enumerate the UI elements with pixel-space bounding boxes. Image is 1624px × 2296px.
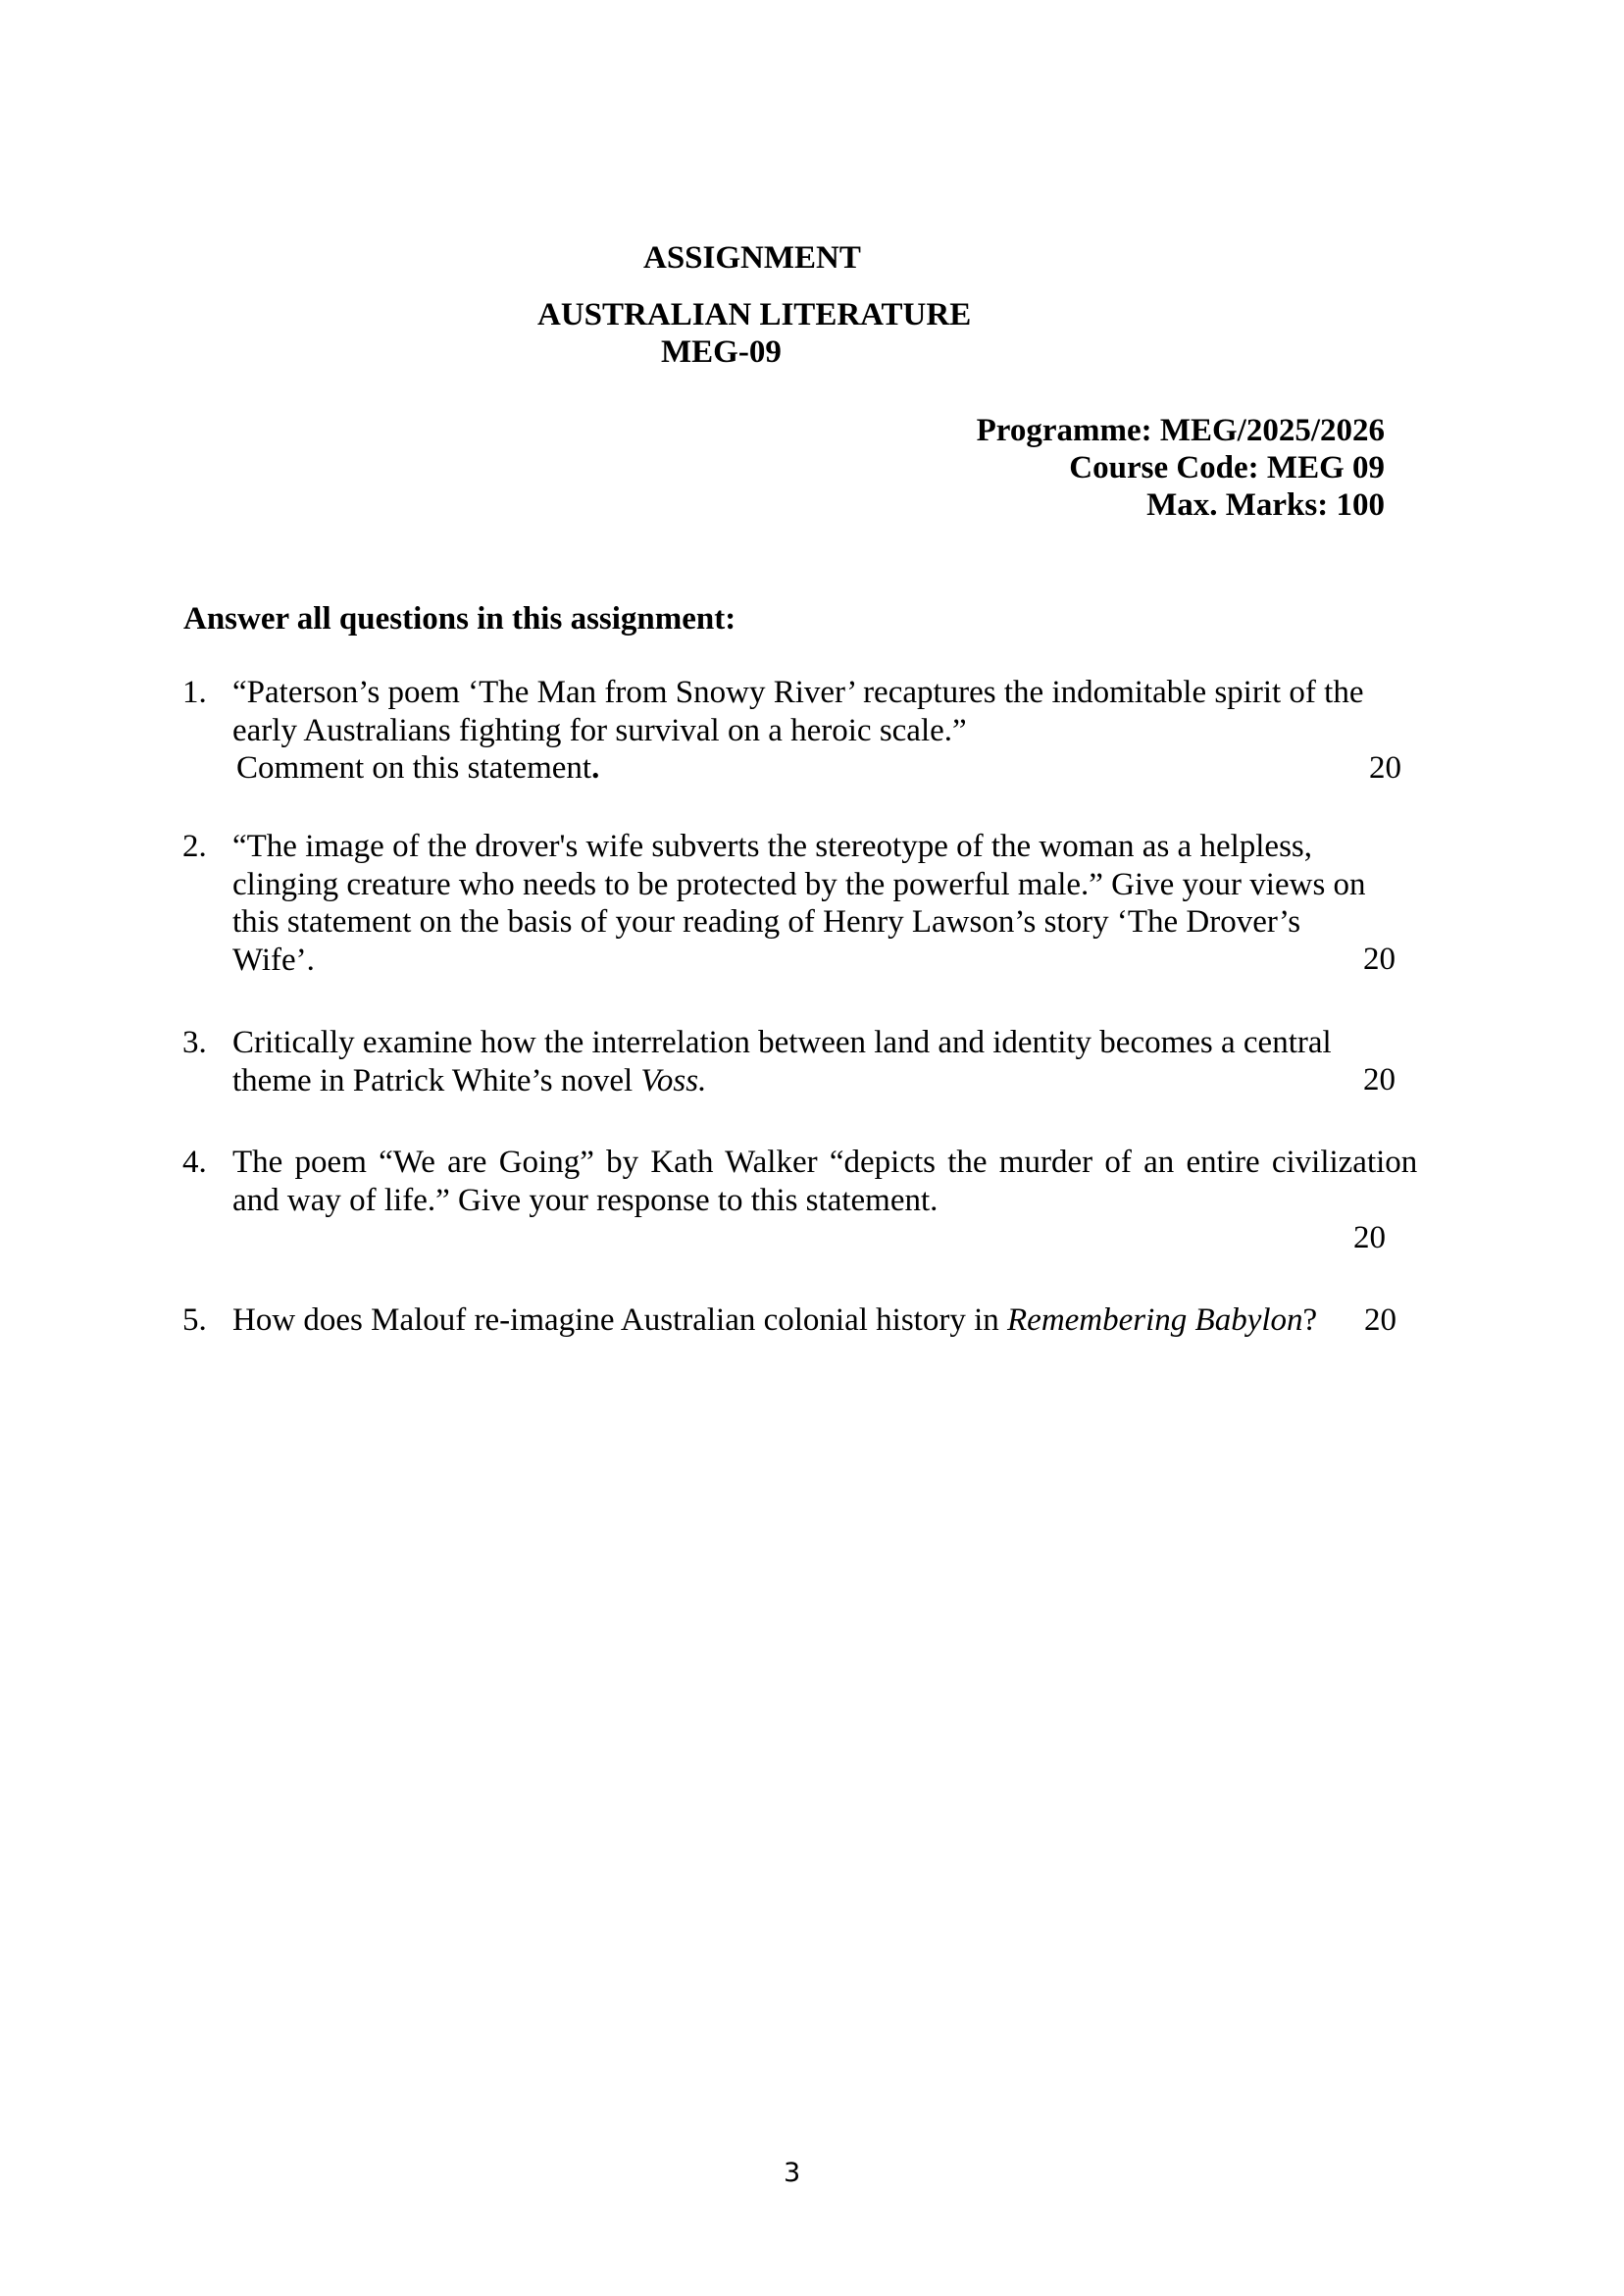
question-line: Critically examine how the interrelation between land and identity becomes a central [232,1025,1332,1060]
question-line [232,749,1439,788]
question-number: 2. [182,829,207,864]
question-line: early Australians fighting for survival on a heroic scale.” [232,712,967,748]
question-line: Wife’. [232,942,315,978]
question-number: 4. [182,1145,207,1180]
programme-line: Programme: MEG/2025/2026 [976,413,1385,448]
question-text [232,828,1439,979]
question-end-punct: . [591,750,600,786]
question-line-text: ? [1302,1302,1318,1338]
question-line: this statement on the basis of your reading of Henry Lawson’s story ‘The Drover’s [232,904,1301,940]
question-3 [182,1024,1438,1102]
question-marks: 20 [1369,750,1401,786]
question-number: 5. [182,1302,207,1338]
question-line: “The image of the drover's wife subverts the stereotype of the woman as a helpless, [232,829,1313,864]
question-text [232,1301,1439,1340]
page-number: 3 [784,2158,801,2188]
question-line [232,1062,1439,1100]
question-number: 1. [182,675,207,710]
novel-title: Voss. [640,1062,707,1098]
course-code-line: Course Code: MEG 09 [1069,450,1385,485]
question-text [232,674,1439,788]
max-marks-line: Max. Marks: 100 [1146,487,1385,523]
question-marks: 20 [1364,1302,1396,1338]
novel-title: Remembering Babylon [1007,1302,1303,1338]
question-line-text: Comment on this statement [236,750,592,786]
question-number: 3. [182,1025,207,1060]
question-2 [182,828,1438,985]
question-text [232,1024,1439,1099]
question-marks: 20 [1363,1062,1396,1097]
question-line: “Paterson’s poem ‘The Man from Snowy River’ recaptures the indomitable spirit of the [232,675,1364,710]
question-marks: 20 [1353,1220,1386,1255]
question-line: and way of life.” Give your response to this statement. [232,1182,939,1218]
question-marks: 20 [1363,942,1396,977]
question-4 [182,1144,1438,1261]
question-line [232,1301,1439,1340]
question-5 [182,1301,1438,1341]
instructions-heading: Answer all questions in this assignment: [183,601,736,637]
question-line-text: theme in Patrick White’s novel [232,1062,641,1098]
course-name: AUSTRALIAN LITERATURE [537,297,972,332]
question-line-text: How does Malouf re-imagine Australian colonial history in [232,1302,1008,1338]
question-text [232,1144,1439,1219]
course-code-heading: MEG-09 [661,334,782,370]
question-1 [182,674,1438,791]
question-line: The poem “We are Going” by Kath Walker “depicts the murder of an entire civilization [232,1145,1418,1180]
assignment-title: ASSIGNMENT [643,240,861,276]
question-line: clinging creature who needs to be protected by the powerful male.” Give your views on [232,866,1366,902]
